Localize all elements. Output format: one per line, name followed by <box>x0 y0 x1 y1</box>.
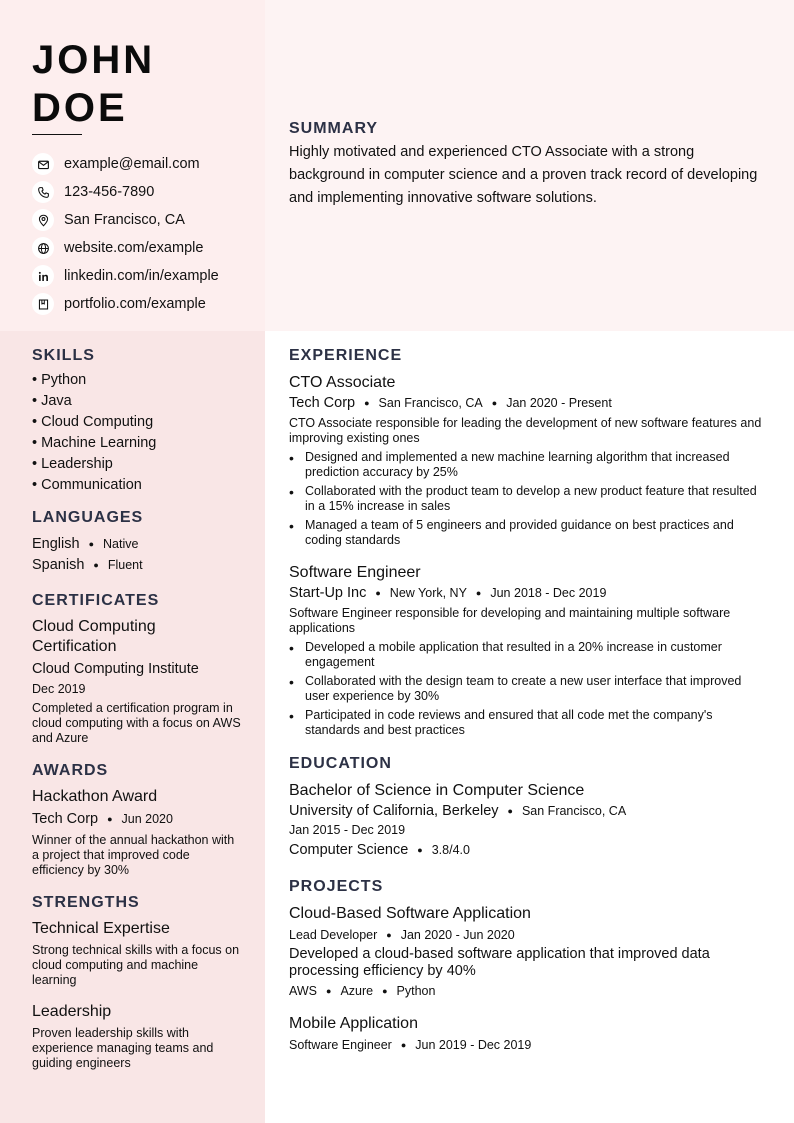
award-name: Hackathon Award <box>32 788 158 805</box>
awards-title: AWARDS <box>32 762 109 779</box>
languages-section <box>32 509 242 576</box>
contact-website-text: website.com/example <box>64 240 204 256</box>
separator-dot: ● <box>417 845 423 855</box>
separator-dot: ● <box>475 588 482 598</box>
project-entry <box>289 1014 764 1052</box>
certificates-section <box>32 592 242 746</box>
project-dates: Jan 2020 - Jun 2020 <box>400 928 515 942</box>
job-meta <box>289 395 764 411</box>
skill-item: • Python <box>32 372 87 388</box>
contact-portfolio[interactable] <box>32 290 257 318</box>
contact-linkedin-text: linkedin.com/in/example <box>64 268 219 284</box>
contact-email-text: example@email.com <box>64 156 200 172</box>
project-description: Developed a cloud-based software application that improved data processing efficiency by 40% <box>289 946 710 979</box>
project-entry <box>289 904 764 998</box>
separator-dot: ● <box>386 930 392 940</box>
job-bullet: • Designed and implemented a new machine learning algorithm that increased prediction accuracy by 25% <box>289 450 764 480</box>
contact-linkedin[interactable] <box>32 262 257 290</box>
skill-item: • Machine Learning <box>32 435 157 451</box>
job-bullet: • Collaborated with the product team to develop a new product feature that resulted in a 15% increase in sales <box>289 484 764 514</box>
education-location: San Francisco, CA <box>521 804 627 818</box>
award-org: Tech Corp <box>32 811 99 827</box>
job-company: Start-Up Inc <box>289 585 367 601</box>
education-section <box>289 755 764 858</box>
job-dates: Jun 2018 - Dec 2019 <box>490 586 607 600</box>
job-location: New York, NY <box>389 586 467 600</box>
strengths-title: STRENGTHS <box>32 894 140 911</box>
language-level: Native <box>103 537 139 551</box>
project-tech <box>289 984 764 998</box>
language-level: Fluent <box>107 558 143 572</box>
job-bullets <box>289 450 764 548</box>
phone-icon <box>32 181 54 203</box>
name-last: DOE <box>32 86 128 130</box>
strength-name: Technical Expertise <box>32 920 170 937</box>
skills-section <box>32 347 242 496</box>
project-dates: Jun 2019 - Dec 2019 <box>415 1038 532 1052</box>
separator-dot: ● <box>375 588 381 598</box>
award-meta <box>32 809 242 829</box>
skills-title: SKILLS <box>32 347 95 364</box>
contact-portfolio-text: portfolio.com/example <box>64 296 206 312</box>
summary-title: SUMMARY <box>289 120 379 137</box>
certificates-title: CERTIFICATES <box>32 592 160 609</box>
experience-title: EXPERIENCE <box>289 347 403 364</box>
certificate-description: Completed a certification program in cloud computing with a focus on AWS and Azure <box>32 701 241 745</box>
education-dates: Jan 2015 - Dec 2019 <box>289 823 406 837</box>
project-tech-item: Python <box>396 984 436 998</box>
job-meta <box>289 585 764 601</box>
strength-description: Proven leadership skills with experience managing teams and guiding engineers <box>32 1026 214 1070</box>
job-bullet: • Collaborated with the design team to create a new user interface that improved user experience by 30% <box>289 674 764 704</box>
projects-section <box>289 878 764 1052</box>
globe-icon <box>32 237 54 259</box>
summary-text: Highly motivated and experienced CTO Associate with a strong background in computer science and a proven track record of developing and implementing innovative software solutions. <box>289 144 758 206</box>
language-item <box>32 534 242 555</box>
separator-dot: ● <box>507 806 513 816</box>
certificate-date: Dec 2019 <box>32 682 86 696</box>
job-bullet: • Developed a mobile application that resulted in a 20% increase in customer engagement <box>289 640 764 670</box>
mail-icon <box>32 153 54 175</box>
location-pin-icon <box>32 209 54 231</box>
skill-item: • Java <box>32 393 72 409</box>
education-meta <box>289 803 764 819</box>
education-title: EDUCATION <box>289 755 392 772</box>
language-name: English <box>32 536 80 552</box>
job-dates: Jan 2020 - Present <box>506 396 612 410</box>
project-role: Software Engineer <box>289 1038 392 1052</box>
job-bullet: • Managed a team of 5 engineers and provided guidance on best practices and coding standards <box>289 518 764 548</box>
award-date: Jun 2020 <box>121 811 173 826</box>
job-title: Software Engineer <box>289 564 421 581</box>
main-content <box>289 347 764 1052</box>
certificate-issuer: Cloud Computing Institute <box>32 661 199 677</box>
contact-email[interactable] <box>32 150 257 178</box>
project-name: Mobile Application <box>289 1015 418 1032</box>
strength-description: Strong technical skills with a focus on cloud computing and machine learning <box>32 943 240 987</box>
sidebar-content <box>32 347 242 1071</box>
project-role: Lead Developer <box>289 928 378 942</box>
separator-dot: ● <box>491 398 498 408</box>
job-location: San Francisco, CA <box>378 396 483 410</box>
skill-item: • Cloud Computing <box>32 414 154 430</box>
contact-website[interactable] <box>32 234 257 262</box>
contact-phone-text: 123-456-7890 <box>64 184 155 200</box>
contact-location <box>32 206 257 234</box>
job-title: CTO Associate <box>289 374 396 391</box>
projects-title: PROJECTS <box>289 878 384 895</box>
certificate-name: Cloud Computing Certification <box>32 618 156 655</box>
project-meta <box>289 928 764 942</box>
job-bullet: • Participated in code reviews and ensured that all code met the company's standards and best practices <box>289 708 764 738</box>
portfolio-icon <box>32 293 54 315</box>
languages-title: LANGUAGES <box>32 509 144 526</box>
separator-dot: ● <box>326 986 332 996</box>
language-name: Spanish <box>32 557 85 573</box>
contact-list <box>32 150 257 318</box>
name-divider <box>32 134 82 135</box>
project-name: Cloud-Based Software Application <box>289 905 531 922</box>
project-meta <box>289 1038 764 1052</box>
job-description: CTO Associate responsible for leading the development of new software features and improving existing ones <box>289 416 762 445</box>
summary-section <box>289 120 759 210</box>
job-bullets <box>289 640 764 738</box>
education-degree: Bachelor of Science in Computer Science <box>289 782 585 799</box>
education-field-row <box>289 842 764 858</box>
separator-dot: ● <box>93 560 99 570</box>
contact-phone[interactable] <box>32 178 257 206</box>
job-description: Software Engineer responsible for developing and maintaining multiple software applications <box>289 606 731 635</box>
project-tech-item: AWS <box>289 984 318 998</box>
skill-item: • Communication <box>32 477 142 493</box>
awards-section <box>32 762 242 878</box>
education-gpa: 3.8/4.0 <box>431 843 470 857</box>
strength-name: Leadership <box>32 1003 112 1020</box>
separator-dot: ● <box>400 1040 407 1050</box>
job-company: Tech Corp <box>289 395 356 411</box>
candidate-name <box>32 36 155 132</box>
skill-item: • Leadership <box>32 456 113 472</box>
experience-section <box>289 347 764 738</box>
separator-dot: ● <box>107 814 113 824</box>
name-first: JOHN <box>32 38 156 82</box>
job-entry <box>289 373 764 548</box>
award-description: Winner of the annual hackathon with a project that improved code efficiency by 30% <box>32 833 235 877</box>
separator-dot: ● <box>364 398 370 408</box>
contact-location-text: San Francisco, CA <box>64 212 185 228</box>
job-entry <box>289 563 764 738</box>
separator-dot: ● <box>382 986 388 996</box>
linkedin-icon <box>32 265 54 287</box>
strengths-section <box>32 894 242 1071</box>
education-field: Computer Science <box>289 842 409 858</box>
language-item <box>32 555 242 576</box>
project-tech-item: Azure <box>340 984 374 998</box>
education-school: University of California, Berkeley <box>289 803 499 819</box>
separator-dot: ● <box>88 539 94 549</box>
